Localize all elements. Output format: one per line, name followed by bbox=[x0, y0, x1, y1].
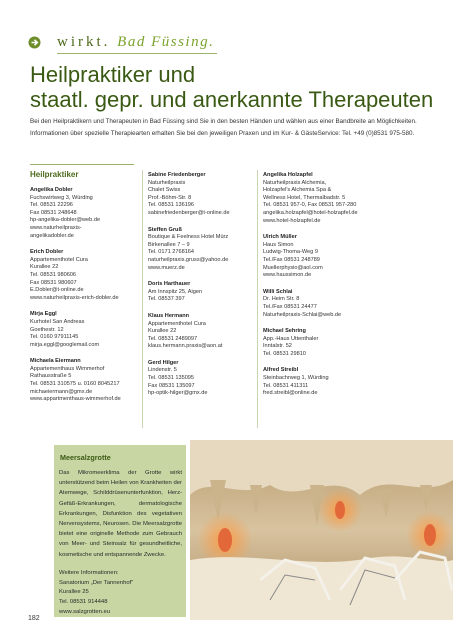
entry-line: Chalet Swiss bbox=[148, 187, 181, 194]
directory-entry bbox=[30, 311, 142, 349]
entry-line: Kurallee 22 bbox=[148, 328, 177, 335]
entry-line: Dr. Heim Str. 8 bbox=[263, 296, 300, 303]
directory-entry bbox=[263, 172, 388, 225]
entry-line: Tel. 08531 957-0, Fax 08531 957-280 bbox=[263, 202, 357, 209]
entry-line: Wellness Hotel, Thermalbadstr. 5 bbox=[263, 194, 346, 201]
entry-line: Tel. 08531 136196 bbox=[148, 202, 195, 209]
entry-line: Fax 08531 135097 bbox=[148, 382, 195, 389]
contact-link[interactable]: Muellerphysio@aol.com bbox=[263, 264, 323, 271]
contact-link[interactable]: naturheilpraxis.gruss@yahoo.de bbox=[148, 256, 229, 263]
entry-line: Tel. 08531 22296 bbox=[30, 202, 73, 209]
entry-line: Steinbachrweg 1, Würding bbox=[263, 375, 329, 382]
directory-entry bbox=[263, 328, 388, 358]
brand-sub: Bad Füssing. bbox=[117, 34, 215, 50]
contact-link[interactable]: www.naturheilpraxis-erich-dobler.de bbox=[30, 294, 119, 301]
entry-line: Rathausstraße 5 bbox=[30, 373, 72, 380]
entry-line: Naturheilpraxis bbox=[148, 179, 186, 186]
contact-link[interactable]: www.muerz.de bbox=[148, 264, 185, 271]
entry-name: Ulrich Müller bbox=[263, 234, 297, 241]
entry-line: Tel. 08537 397 bbox=[148, 296, 185, 303]
contact-link[interactable]: www.hotel-holzapfel.de bbox=[263, 217, 321, 224]
directory-entry bbox=[263, 234, 388, 280]
directory-entry bbox=[148, 172, 258, 218]
arrow-icon bbox=[28, 36, 41, 49]
entry-line: Am Innspitz 25, Aigen bbox=[148, 288, 203, 295]
entry-line: Tel. 0160 97911145 bbox=[30, 334, 79, 341]
directory-entry bbox=[263, 289, 388, 319]
entry-name: Angelika Holzapfel bbox=[263, 172, 313, 178]
entry-line: Goethestr. 12 bbox=[30, 326, 64, 333]
entry-line: Prof.-Böhm-Str. 8 bbox=[148, 194, 192, 201]
entry-name: Mirja Eggl bbox=[30, 311, 57, 318]
contact-link[interactable]: hp-angelika-dobler@web.de bbox=[30, 217, 101, 224]
entry-line: Tel. 0171 2768164 bbox=[148, 249, 195, 256]
info-line: Kurallee 25 bbox=[59, 589, 89, 596]
info-line: Weitere Informationen: bbox=[59, 569, 119, 576]
entry-name: Sabine Friedenberger bbox=[148, 172, 206, 178]
entry-line: angelikadobler.de bbox=[30, 232, 74, 239]
entry-name: Angelika Dobler bbox=[30, 187, 73, 193]
entry-name: Erich Dobler bbox=[30, 249, 64, 256]
entry-line: Lindenstr. 5 bbox=[148, 367, 177, 374]
contact-link[interactable]: www.haussimon.de bbox=[263, 272, 312, 279]
meersalz-text: Das Mikromeerklima der Grotte wirkt unterstützend beim Heilen von Krankheiten der Atemwege, Schilddrüsenunterfunktion, Herz-Gefäß-Erkrankungen, dermatologische Erkrankungen, Disfunktion des vegetativen Nervensystems, Neurosen. Die Meersalzgrotte bietet eine originelle Methode zum Gebrauch von Meer- und Steinsalz für gesundheitliche, kosmetische und entspannende Zwecke. bbox=[59, 470, 182, 558]
entry-line: Appartementhaus Wimmerhof bbox=[30, 365, 105, 372]
column-3 bbox=[263, 172, 388, 407]
grotto-illustration bbox=[190, 440, 453, 620]
entry-line: Haus Simon bbox=[263, 241, 294, 248]
entry-line: Tel./Fax 08531 24477 bbox=[263, 303, 317, 310]
info-line: Sanatorium „Der Tannenhof“ bbox=[59, 579, 134, 586]
entry-line: Tel. 08531 135095 bbox=[148, 375, 195, 382]
meersalz-title: Meersalzgrotte bbox=[60, 453, 111, 462]
contact-link[interactable]: hp-optik-hilger@gmx.de bbox=[148, 390, 208, 397]
directory-entry bbox=[148, 360, 258, 398]
directory-entry bbox=[148, 227, 258, 273]
entry-line: Tel. 08531 310575 u. 0160 8045217 bbox=[30, 381, 120, 388]
entry-line: Appartementhotel Cura bbox=[148, 320, 206, 327]
entry-line: Tel. 08531 29810 bbox=[263, 350, 306, 357]
column-2 bbox=[148, 172, 258, 407]
website-link[interactable]: www.salzgrotten.eu bbox=[59, 609, 111, 616]
entry-line: Tel. 08531 2489097 bbox=[148, 335, 198, 342]
entry-line: Ludwig-Thoma-Weg 9 bbox=[263, 249, 318, 256]
section-title: Heilpraktiker bbox=[30, 170, 79, 179]
section-divider bbox=[30, 164, 134, 165]
brand-main: wirkt. bbox=[57, 34, 111, 50]
page-title bbox=[30, 62, 440, 112]
contact-link[interactable]: E.Dobler@t-online.de bbox=[30, 287, 84, 294]
contact-link[interactable]: sabinefriedenberger@t-online.de bbox=[148, 209, 230, 216]
entry-name: Michaela Eiermann bbox=[30, 358, 81, 365]
brand-title bbox=[57, 34, 214, 51]
meersalz-box bbox=[54, 445, 186, 617]
entry-line: Birkenallee 7 – 9 bbox=[148, 241, 190, 248]
contact-link[interactable]: michaeiermann@gmx.de bbox=[30, 388, 93, 395]
column-1 bbox=[30, 170, 142, 413]
directory-entry bbox=[148, 313, 258, 351]
meersalz-info bbox=[59, 569, 182, 618]
entry-line: Tel./Fax 08531 248789 bbox=[263, 256, 320, 263]
directory-entry bbox=[30, 249, 142, 302]
entry-line: Kurallee 22 bbox=[30, 264, 59, 271]
contact-link[interactable]: fred.streibl@online.de bbox=[263, 390, 318, 397]
entry-line: Fax 08531 248648 bbox=[30, 209, 77, 216]
entry-line: Holzapfel's Alchemia Spa & bbox=[263, 187, 332, 194]
intro-text: Bei den Heilpraktikern und Therapeuten in Bad Füssing sind Sie in den besten Händen und wählen aus einer Bandbreite an Möglichkeiten. Informationen über spezielle Therapiearten erhalten Sie bei den jeweiligen Praxen und im Kur- & GästeService: Tel. +49 (0)8531 975-580. bbox=[30, 118, 417, 138]
entry-line: Tel. 08531 980606 bbox=[30, 271, 77, 278]
entry-line: Fax 08531 980607 bbox=[30, 279, 77, 286]
directory-entry bbox=[30, 187, 142, 240]
entry-name: Doris Harthauer bbox=[148, 281, 191, 288]
contact-link[interactable]: klaus.hermann.praxis@aon.at bbox=[148, 343, 223, 350]
entry-line: Inntalstr. 52 bbox=[263, 343, 292, 350]
contact-link[interactable]: Naturheilpraxis-Schlai@web.de bbox=[263, 311, 342, 318]
entry-line: Naturheilpraxis Alchemia, bbox=[263, 179, 327, 186]
entry-name: Willi Schlai bbox=[263, 288, 293, 295]
contact-link[interactable]: angelika.holzapfel@hotel-holzapfel.de bbox=[263, 209, 358, 216]
directory-entry bbox=[263, 367, 388, 397]
salt-grotto-photo bbox=[190, 440, 453, 620]
column-divider bbox=[142, 170, 143, 428]
page-number: 182 bbox=[28, 615, 40, 622]
page-header bbox=[0, 33, 453, 55]
entry-line: App.-Haus Uttenthaler bbox=[263, 335, 319, 342]
directory-entry bbox=[30, 358, 142, 404]
directory-entry bbox=[148, 281, 258, 304]
entry-line: Fuchswirtweg 3, Würding bbox=[30, 194, 93, 201]
entry-name: Michael Sehring bbox=[263, 328, 306, 335]
entry-line: Appartementhotel Cura bbox=[30, 256, 88, 263]
header-divider bbox=[57, 53, 217, 54]
contact-link[interactable]: www.naturheilpraxis- bbox=[30, 224, 82, 231]
entry-line: Tel. 08531 411311 bbox=[263, 382, 309, 389]
page-title-line2: staatl. gepr. und anerkannte Therapeuten bbox=[30, 87, 434, 112]
entry-name: Steffen Gruß bbox=[148, 226, 182, 233]
info-line: Tel. 08531 914448 bbox=[59, 599, 108, 606]
page-title-line1: Heilpraktiker und bbox=[30, 62, 196, 87]
entry-line: Boutique & Feelness Hotel Mürz bbox=[148, 234, 229, 241]
entry-name: Alfred Streibl bbox=[263, 367, 299, 374]
entry-line: Kurhotel San Andreas bbox=[30, 318, 85, 325]
entry-name: Klaus Hermann bbox=[148, 312, 190, 319]
contact-link[interactable]: mirja.eggl@googlemail.com bbox=[30, 341, 100, 348]
entry-name: Gerd Hilger bbox=[148, 359, 179, 366]
contact-link[interactable]: www.appartmenthaus-wimmerhof.de bbox=[30, 396, 121, 403]
